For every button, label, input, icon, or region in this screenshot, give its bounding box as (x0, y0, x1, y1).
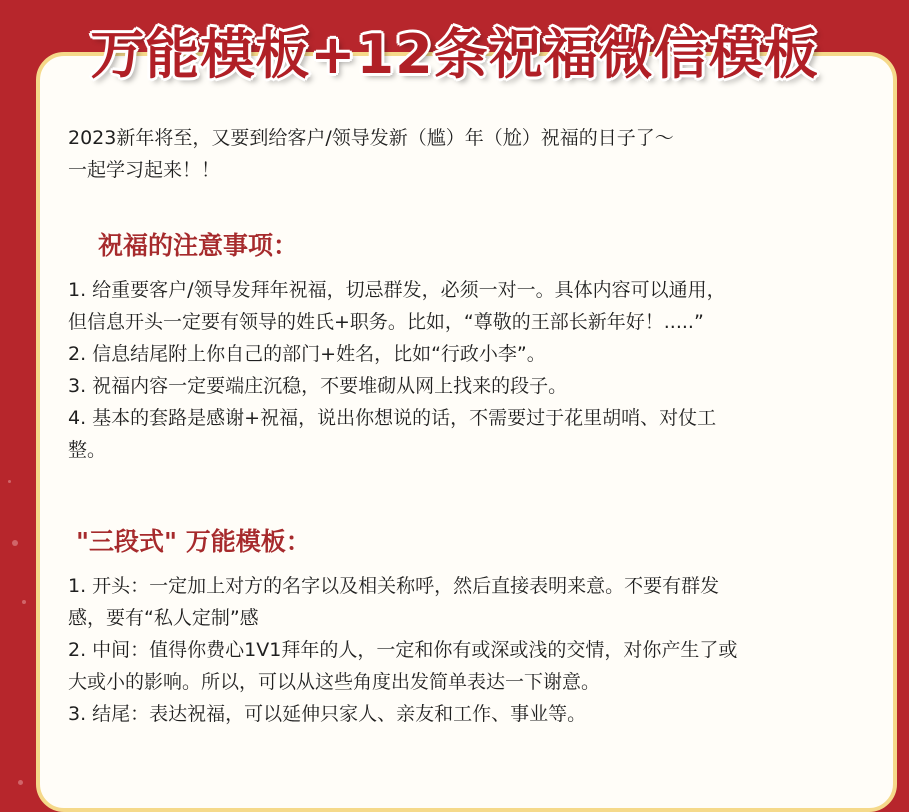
section-heading-template: "三段式" 万能模板： (76, 527, 311, 556)
list-item: 大或小的影响。所以，可以从这些角度出发简单表达一下谢意。 (68, 671, 601, 693)
template-list (68, 570, 868, 730)
list-item: 2. 信息结尾附上你自己的部门+姓名，比如“行政小李”。 (68, 343, 546, 365)
sparkle (8, 480, 11, 483)
list-item: 感，要有“私人定制”感 (68, 607, 259, 629)
list-item: 1. 给重要客户/领导发拜年祝福，切忌群发，必须一对一。具体内容可以通用， (68, 279, 726, 301)
sparkle (22, 600, 26, 604)
sparkle (12, 540, 18, 546)
page-title: 万能模板+12条祝福微信模板 (90, 23, 819, 86)
list-item: 但信息开头一定要有领导的姓氏+职务。比如，“尊敬的王部长新年好！.....” (68, 311, 704, 333)
intro-text (68, 122, 868, 186)
list-item: 2. 中间：值得你费心1V1拜年的人，一定和你有或深或浅的交情，对你产生了或 (68, 639, 738, 661)
list-item: 3. 结尾：表达祝福，可以延伸只家人、亲友和工作、事业等。 (68, 703, 587, 725)
list-item: 1. 开头：一定加上对方的名字以及相关称呼，然后直接表明来意。不要有群发 (68, 575, 720, 597)
intro-line: 2023新年将至，又要到给客户/领导发新（尴）年（尬）祝福的日子了～ (68, 127, 674, 149)
list-item: 整。 (68, 439, 107, 461)
list-item: 4. 基本的套路是感谢+祝福，说出你想说的话，不需要过于花里胡哨、对仗工 (68, 407, 717, 429)
list-item: 3. 祝福内容一定要端庄沉稳，不要堆砌从网上找来的段子。 (68, 375, 568, 397)
intro-line: 一起学习起来！！ (68, 159, 221, 181)
section-heading-notes: 祝福的注意事项： (98, 231, 299, 260)
sparkle (18, 780, 23, 785)
notes-list (68, 274, 868, 466)
